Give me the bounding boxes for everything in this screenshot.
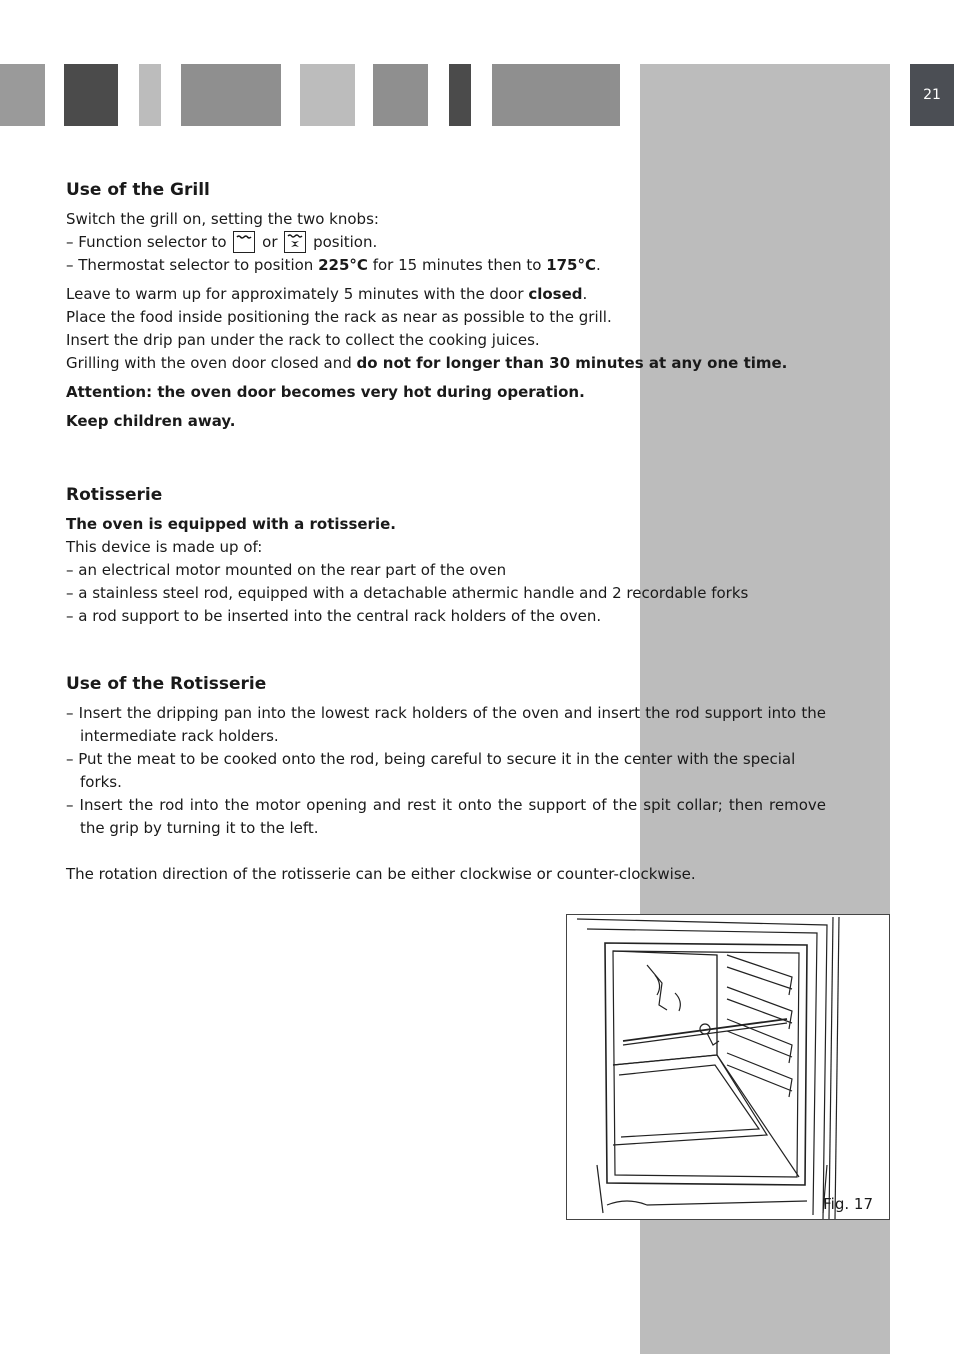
content [66,178,826,886]
header-block-4 [181,64,281,126]
header-block-1 [0,64,45,126]
grilling-line: Grilling with the oven door closed and do not for longer than 30 minutes at any one time. [66,354,788,372]
header-block-8 [492,64,620,126]
thermostat-line: – Thermostat selector to position 225°C for 15 minutes then to 175°C. [66,256,601,274]
figure-caption: Fig. 17 [823,1195,873,1213]
header-block-5 [300,64,355,126]
heading-use-of-rotisserie: Use of the Rotisserie [66,674,267,694]
oven-rotisserie-illustration [567,915,889,1219]
header-block-2 [64,64,118,126]
attention-warning: Attention: the oven door becomes very hot during operation. [66,383,585,401]
drip-pan-line: Insert the drip pan under the rack to collect the cooking juices. [66,331,540,349]
header-block-7 [449,64,471,126]
use-rotisserie-step: – Insert the rod into the motor opening and rest it onto the support of the spit collar; then remove the grip by turning it to the left. [66,796,826,837]
function-selector-line: – Function selector to or position. [66,233,378,251]
rotisserie-made-up: This device is made up of: [66,538,263,556]
heading-use-of-grill: Use of the Grill [66,180,210,200]
page-number: 21 [923,87,941,103]
grill-icon [233,231,255,253]
rotation-direction: The rotation direction of the rotisserie can be either clockwise or counter-clockwise. [66,865,696,883]
page-number-tab [910,64,954,126]
warm-up-line: Leave to warm up for approximately 5 minutes with the door closed. [66,285,588,303]
rotisserie-equipped: The oven is equipped with a rotisserie. [66,515,396,533]
use-rotisserie-step: – Put the meat to be cooked onto the rod, being careful to secure it in the center with the special forks. [66,750,796,791]
figure-17 [566,914,890,1220]
place-food-line: Place the food inside positioning the rack as near as possible to the grill. [66,308,612,326]
grill-intro: Switch the grill on, setting the two knobs: [66,210,379,228]
heading-rotisserie: Rotisserie [66,485,163,505]
rotisserie-item: – a rod support to be inserted into the central rack holders of the oven. [66,607,602,625]
header-block-3 [139,64,161,126]
rotisserie-item: – a stainless steel rod, equipped with a detachable athermic handle and 2 recordable forks [66,584,749,602]
use-rotisserie-step: – Insert the dripping pan into the lowest rack holders of the oven and insert the rod support into the intermediate rack holders. [66,704,826,745]
children-warning: Keep children away. [66,412,236,430]
rotisserie-item: – an electrical motor mounted on the rear part of the oven [66,561,507,579]
header-block-6 [373,64,428,126]
fan-grill-icon [284,231,306,253]
